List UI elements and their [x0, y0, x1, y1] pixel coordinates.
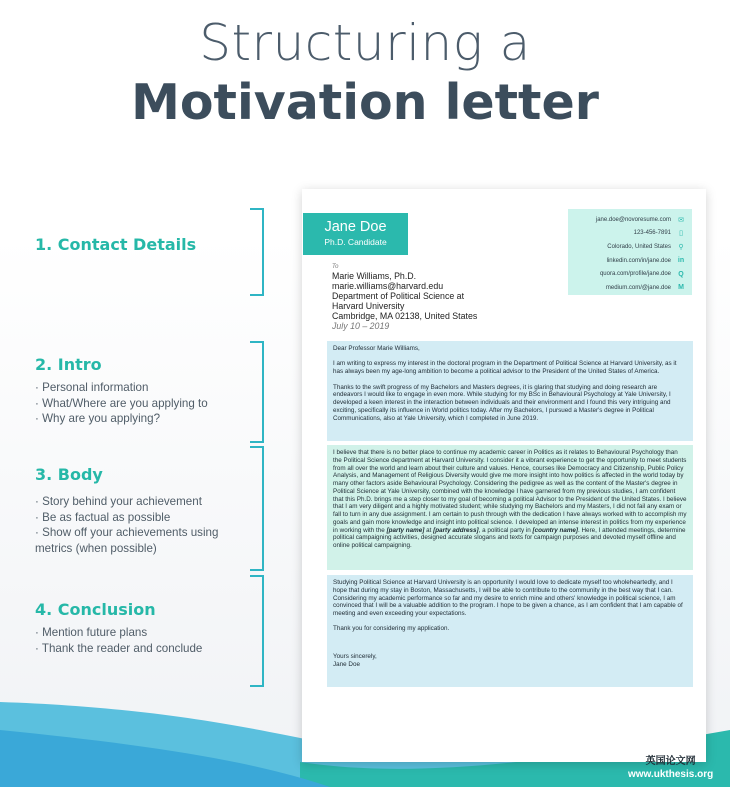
- body-text-b: , a political party in: [478, 526, 533, 534]
- bracket-contact: [250, 208, 264, 296]
- signature: Jane Doe: [333, 660, 360, 668]
- body-at: at: [424, 526, 434, 534]
- location-icon: ⚲: [678, 243, 684, 251]
- contact-linkedin: linkedin.com/in/jane.doe: [606, 257, 671, 264]
- contact-location: Colorado, United States: [607, 243, 671, 250]
- title-line-1: Structuring a: [199, 14, 531, 72]
- contact-row: [568, 227, 686, 241]
- medium-icon: M: [678, 284, 684, 292]
- recipient-line: Cambridge, MA 02138, United States: [332, 311, 478, 321]
- body-paragraph: [333, 449, 687, 550]
- section-heading-contact: 1. Contact Details: [35, 235, 197, 254]
- list-item: · Show off your achievements using metrics (when possible): [35, 526, 219, 555]
- body-text-c: . Here, I attended meetings, determine political campaigning activities, designed accurate slogans and texts for campaign purposes and devoted myself offline and online political campaigning.: [333, 526, 686, 549]
- contact-medium: medium.com/@jane.doe: [605, 284, 671, 291]
- watermark: [628, 755, 713, 781]
- conclusion-block: [327, 575, 693, 687]
- intro-list: [35, 380, 235, 427]
- name-header: [303, 213, 408, 255]
- bracket-conclusion: [250, 575, 264, 687]
- intro-block: [327, 341, 693, 441]
- contact-row: [568, 267, 686, 281]
- letter-role: Ph.D. Candidate: [324, 237, 387, 247]
- contact-quora: quora.com/profile/jane.doe: [599, 271, 671, 278]
- phone-icon: ▯: [679, 230, 683, 238]
- contact-phone: 123-456-7891: [633, 230, 671, 237]
- conclusion-list: [35, 625, 235, 656]
- list-item: · Be as factual as possible: [35, 510, 171, 524]
- contact-row: [568, 281, 686, 295]
- list-item: · Story behind your achievement: [35, 495, 202, 508]
- section-heading-body: 3. Body: [35, 465, 103, 484]
- body-text-a: I believe that there is no better place to continue my academic career in Politics as it relates to Behavioural Psychology than the Political Science department at Harvard University. I consider it a vibrant experience to get the opportunity to meet students from all over the world and learn about their culture and values. Hence, courses like Democracy and Citizenship, Public Policy Analysis, and Management of Religious Diversity would give me more insight into how politics is affected in the world today by many other factors aside Behavioural Psychology. Considering the pedigree as well as the content of the Master's degree in Political Science at Yale University, combined with the knowledge I have garnered from my previous studies, I am confident that this Ph.D. brings me a step closer to my goal of becoming a political Advisor to the President of the United States. I believe that I am very diligent and a highly motivated student; while studying my Bachelors and my Masters, I did not fail any exam or fall to turn in any due assignment. I am certain to push through with the dedication I have always worked with to accomplish my goals and gain more knowledge and insight into political science. I developed an intense interest in politics from my experience in working with the: [333, 449, 687, 534]
- section-heading-conclusion: 4. Conclusion: [35, 600, 156, 619]
- conclusion-paragraph-2: Thank you for considering my application.: [333, 625, 450, 633]
- intro-paragraph-1: I am writing to express my interest in the doctoral program in the Department of Political Science at Harvard University, as it has always been my age-long ambition to become a political advisor to the President of the United States of America.: [333, 360, 677, 376]
- linkedin-icon: in: [677, 257, 685, 265]
- party-name-placeholder: [party name]: [386, 526, 425, 534]
- country-name-placeholder: [country name]: [532, 526, 579, 534]
- recipient-block: [332, 263, 477, 331]
- list-item: · Personal information: [35, 381, 149, 394]
- bracket-body: [250, 446, 264, 571]
- title-line-2: Motivation letter: [131, 74, 599, 131]
- body-block: [327, 445, 693, 570]
- closing: Yours sincerely,: [333, 653, 377, 661]
- contact-row: [568, 240, 686, 254]
- recipient-line: Marie Williams, Ph.D.: [332, 271, 417, 281]
- list-item: · Thank the reader and conclude: [35, 641, 203, 655]
- party-address-placeholder: [party address]: [433, 526, 479, 534]
- section-heading-intro: 2. Intro: [35, 355, 102, 374]
- list-item: · Mention future plans: [35, 626, 148, 639]
- quora-icon: Q: [678, 270, 684, 278]
- letter-date: July 10 – 2019: [332, 321, 390, 331]
- contact-row: [568, 254, 686, 268]
- contact-row: [568, 213, 686, 227]
- recipient-line: marie.williams@harvard.edu: [332, 281, 444, 291]
- watermark-line-1: 英国论文网: [645, 756, 696, 767]
- contact-box: [568, 209, 692, 295]
- bracket-intro: [250, 341, 264, 443]
- recipient-line: Department of Political Science at: [332, 291, 465, 301]
- list-item: · Why are you applying?: [35, 412, 161, 425]
- to-label: To: [332, 264, 339, 270]
- recipient-line: Harvard University: [332, 301, 405, 311]
- letter-name: Jane Doe: [324, 219, 387, 235]
- list-item: · What/Where are you applying to: [35, 396, 208, 410]
- body-list: [35, 494, 225, 556]
- greeting: Dear Professor Marie Williams,: [333, 345, 420, 352]
- letter-page: [302, 189, 706, 762]
- email-icon: ✉: [678, 216, 684, 224]
- intro-paragraph-2: Thanks to the swift progress of my Bachelors and Masters degrees, it is glaring that studying and doing research are endeavors I would like to engage in even more. While studying for my BSc in Behavioural Psychology at Yale University, I developed a keen interest in the interaction between individuals and their environment and I found this very intriguing and exciting, specifically its influence in World politics today. After my Bachelors, I pursued a Master's degree in Political Communications, also at Yale University, which I completed in June 2019.: [333, 383, 671, 422]
- contact-email: jane.doe@novoresume.com: [595, 216, 671, 223]
- watermark-line-2: www.ukthesis.org: [628, 769, 714, 780]
- conclusion-paragraph-1: Studying Political Science at Harvard University is an opportunity I would love to dedicate myself too wholeheartedly, and I hope that during my stay in Boston, Massachusetts, I will be able to contribute to the community in the best way that I can. Considering my academic performance so far and my desire to enrich mine and others' knowledge in political science, I am convinced that I will be a valuable addition to the program. I hope to be given a chance, as I am confident that I am capable of meeting and even exceeding your expectations.: [333, 579, 683, 617]
